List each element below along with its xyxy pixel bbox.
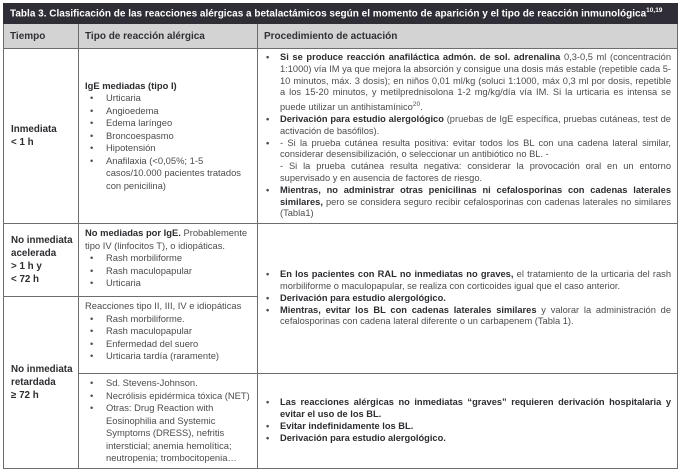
tipo-heading-rest: Probablemente tipo IV (linfocitos T), o idiopáticas. bbox=[85, 227, 248, 251]
text-line: < 1 h bbox=[11, 137, 34, 149]
bullet-item: • Anafilaxia (<0,05%; 1-5 casos/10.000 pacientes tratados con penicilina) bbox=[85, 155, 252, 193]
bullet-item: • Las reacciones alérgicas no inmediatas “graves” requieren derivación hospitalaria y evitar el uso de los BL. bbox=[263, 397, 671, 421]
bullet-item: • Urticaria bbox=[85, 277, 252, 290]
bullet-item: • Evitar indefinidamente los BL. bbox=[263, 421, 671, 433]
tiempo-acelerada-text bbox=[11, 234, 73, 286]
column-header-tipo-reaccion: Tipo de reacción alérgica bbox=[79, 24, 258, 49]
tipo-heading bbox=[85, 80, 252, 93]
text-line: < 72 h bbox=[11, 274, 40, 286]
tipo-reacciones-bullet-list bbox=[85, 313, 252, 363]
cell-proc-no-inmediata-no-grave bbox=[258, 224, 678, 374]
text-line: ≥ 72 h bbox=[11, 390, 39, 401]
tipo-heading bbox=[85, 300, 252, 313]
bullet-item: • Urticaria bbox=[85, 92, 252, 105]
table-3-container bbox=[3, 3, 677, 469]
bullet-item: • Rash morbiliforme bbox=[85, 252, 252, 265]
tipo-heading-strong: IgE mediadas (tipo I) bbox=[85, 79, 177, 91]
bullet-item: • - Si la prueba cutánea resulta positiva: evitar todos los BL con una cadena lateral similar, considerar desensibilización, o seleccionar un antibiótico no BL. - - Si la prueba cutánea resulta negativa: considerar la provocación oral en un entorno supervisado y en ausencia de factores de riesgo. bbox=[263, 138, 671, 185]
tipo-heading-strong: No mediadas por IgE. bbox=[85, 227, 181, 239]
cell-tiempo-no-inmediata-retardada bbox=[4, 297, 79, 469]
tipo-heading bbox=[85, 227, 252, 252]
bullet-item: • Rash maculopapular bbox=[85, 265, 252, 278]
table-title bbox=[4, 4, 678, 24]
title-citation-superscript: 10,19 bbox=[646, 7, 663, 14]
proc-ral-bullet-list bbox=[263, 269, 671, 328]
tiempo-retardada-text bbox=[11, 363, 73, 402]
cell-tipo-no-mediadas-ige bbox=[79, 224, 258, 297]
bullet-item: • Urticaria tardía (raramente) bbox=[85, 350, 252, 363]
cell-tipo-graves bbox=[79, 374, 258, 469]
tipo-no-mediadas-bullet-list bbox=[85, 252, 252, 290]
cell-tipo-ige-mediadas bbox=[79, 49, 258, 224]
proc-inmediata-bullet-list bbox=[263, 52, 671, 220]
text-line: acelerada bbox=[11, 248, 57, 260]
tiempo-inmediata-text bbox=[11, 123, 73, 149]
text-line: No inmediata bbox=[11, 364, 73, 375]
bullet-item: • Necrólisis epidérmica tóxica (NET) bbox=[85, 390, 252, 403]
text-line: retardada bbox=[11, 377, 56, 388]
cell-tiempo-inmediata bbox=[4, 49, 79, 224]
text-line: > 1 h y bbox=[11, 261, 42, 273]
bullet-item: • Otras: Drug Reaction with Eosinophilia and Systemic Symptoms (DRESS), nefritis intersticial; anemia hemolítica; neutropenia; trombocitopenia… bbox=[85, 402, 252, 465]
proc-graves-bullet-list bbox=[263, 397, 671, 444]
cell-proc-no-inmediata-grave bbox=[258, 374, 678, 469]
bullet-item: • Rash maculopapular bbox=[85, 325, 252, 338]
text-line: No inmediata bbox=[11, 235, 73, 247]
bullet-item: • Edema laríngeo bbox=[85, 117, 252, 130]
cell-tipo-reacciones-ii-iii-iv bbox=[79, 297, 258, 374]
bullet-item: • Derivación para estudio alergológico. bbox=[263, 433, 671, 445]
bullet-item: • Mientras, evitar los BL con cadenas laterales similares y valorar la administración de cefalosporinas con cadena lateral diferente o un carbapenem (Tabla 1). bbox=[263, 305, 671, 329]
cell-proc-inmediata bbox=[258, 49, 678, 224]
text-line: Inmediata bbox=[11, 124, 57, 136]
bullet-item: • Hipotensión bbox=[85, 142, 252, 155]
column-header-tiempo: Tiempo bbox=[4, 24, 79, 49]
tipo-graves-bullet-list bbox=[85, 377, 252, 465]
bullet-item: • En los pacientes con RAL no inmediatas no graves, el tratamiento de la urticaria del rash morbiliforme o maculopapular, se realiza con corticoides igual que el caso anterior. bbox=[263, 269, 671, 293]
bullet-item: • Enfermedad del suero bbox=[85, 338, 252, 351]
bullet-sub-line: - Si la prueba cutánea resulta negativa: considerar la provocación oral en un entorno supervisado y en ausencia de factores de riesgo. bbox=[280, 161, 671, 184]
bullet-item: • Mientras, no administrar otras penicilinas ni cefalosporinas con cadenas laterales similares, pero se considera seguro recibir cefalosporinas con cadenas laterales no similares (Tabla1) bbox=[263, 185, 671, 220]
allergic-reactions-table bbox=[3, 3, 678, 469]
bullet-item: • Rash morbiliforme. bbox=[85, 313, 252, 326]
table-title-text: Tabla 3. Clasificación de las reacciones alérgicas a betalactámicos según el momento de aparición y el tipo de reacción inmunológica bbox=[10, 8, 647, 20]
tipo-ige-bullet-list bbox=[85, 92, 252, 192]
bullet-item: • Broncoespasmo bbox=[85, 130, 252, 143]
bullet-item: • Derivación para estudio alergológico (pruebas de IgE específica, pruebas cutáneas, test de activación de basófilos). bbox=[263, 114, 671, 138]
cell-tiempo-no-inmediata-acelerada bbox=[4, 224, 79, 297]
column-header-procedimiento: Procedimiento de actuación bbox=[258, 24, 678, 49]
bullet-item: • Angioedema bbox=[85, 105, 252, 118]
bullet-item: • Derivación para estudio alergológico. bbox=[263, 293, 671, 305]
bullet-item: • Sd. Stevens-Johnson. bbox=[85, 377, 252, 390]
bullet-item: • Si se produce reacción anafiláctica admón. de sol. adrenalina 0,3-0,5 ml (concentración 1:1000) vía IM ya que mejora la absorción y consigue una dosis más estable (repetible cada 5-10 minutos, máx. 3 dosis); en niños 0,01 ml/kg (soluci 1:1000, máx 0,3 ml por dosis, repetible a los 15-20 minutos, y metilprednisolona 1-2 mg/kg/día vía IM. Si la urticaria es intensa se puede utilizar un antihistamínico$^{20}$. bbox=[263, 52, 671, 114]
tipo-heading-rest: Reacciones tipo II, III, IV e idiopáticas bbox=[85, 300, 242, 312]
